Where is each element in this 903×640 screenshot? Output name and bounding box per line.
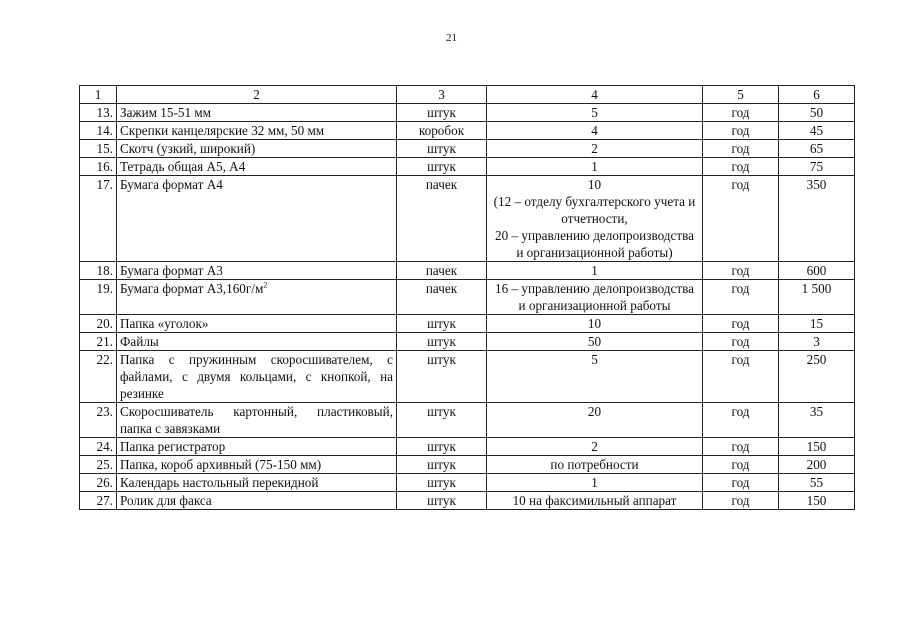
item-name-text: Тетрадь общая А5, А4 xyxy=(120,159,246,174)
quantity-cell xyxy=(487,104,703,122)
item-name-text: Папка с пружинным скоросшивателем, с файлами, с двумя кольцами, с кнопкой, на резинке xyxy=(120,352,393,401)
period-text: год xyxy=(731,439,750,454)
unit-cell xyxy=(397,474,487,492)
row-number-cell xyxy=(80,333,117,351)
row-number-text: 25. xyxy=(96,457,113,472)
item-name-text: Бумага формат А4 xyxy=(120,177,223,192)
quantity-cell xyxy=(487,492,703,510)
unit-text: штук xyxy=(427,352,456,367)
period-cell xyxy=(703,140,779,158)
period-cell xyxy=(703,333,779,351)
header-cell: 4 xyxy=(487,86,703,104)
unit-text: штук xyxy=(427,105,456,120)
price-cell xyxy=(779,333,855,351)
price-cell xyxy=(779,158,855,176)
price-text: 45 xyxy=(809,123,824,138)
period-cell xyxy=(703,351,779,403)
item-name-text: Папка «уголок» xyxy=(120,316,209,331)
price-cell xyxy=(779,351,855,403)
period-text: год xyxy=(731,493,750,508)
quantity-text: 10 xyxy=(587,316,602,331)
quantity-text: 20 xyxy=(587,404,602,419)
price-cell xyxy=(779,104,855,122)
period-text: год xyxy=(731,457,750,472)
supply-norms-table xyxy=(79,85,855,510)
quantity-text: 16 – управлению делопроизводства и организационной работы xyxy=(494,281,695,313)
period-text: год xyxy=(731,123,750,138)
price-cell xyxy=(779,122,855,140)
period-cell xyxy=(703,280,779,315)
unit-cell xyxy=(397,351,487,403)
table-row xyxy=(80,351,855,403)
price-text: 50 xyxy=(809,105,824,120)
header-cell: 6 xyxy=(779,86,855,104)
quantity-cell xyxy=(487,176,703,262)
item-name-cell xyxy=(117,262,397,280)
item-name-text: Скрепки канцелярские 32 мм, 50 мм xyxy=(120,123,325,138)
period-cell xyxy=(703,262,779,280)
period-cell xyxy=(703,438,779,456)
item-name-cell xyxy=(117,403,397,438)
period-cell xyxy=(703,176,779,262)
item-name-text: Бумага формат А3 xyxy=(120,263,223,278)
row-number-text: 24. xyxy=(96,439,113,454)
unit-cell xyxy=(397,280,487,315)
row-number-text: 13. xyxy=(96,105,113,120)
row-number-cell xyxy=(80,492,117,510)
row-number-cell xyxy=(80,403,117,438)
unit-cell xyxy=(397,333,487,351)
unit-text: пачек xyxy=(425,177,458,192)
header-cell: 5 xyxy=(703,86,779,104)
row-number-cell xyxy=(80,351,117,403)
item-name-cell xyxy=(117,280,397,315)
item-name-text: Папка регистратор xyxy=(120,439,226,454)
item-name-text: Папка, короб архивный (75-150 мм) xyxy=(120,457,322,472)
unit-cell xyxy=(397,262,487,280)
quantity-text: 10 (12 – отделу бухгалтерского учета и отчетности, 20 – управлению делопроизводства и организационной работы) xyxy=(493,177,696,260)
price-cell xyxy=(779,456,855,474)
price-text: 1 500 xyxy=(801,281,832,296)
period-text: год xyxy=(731,316,750,331)
period-text: год xyxy=(731,105,750,120)
unit-text: штук xyxy=(427,439,456,454)
row-number-cell xyxy=(80,158,117,176)
period-cell xyxy=(703,474,779,492)
row-number-cell xyxy=(80,140,117,158)
period-text: год xyxy=(731,281,750,296)
price-text: 35 xyxy=(809,404,824,419)
price-text: 65 xyxy=(809,141,824,156)
quantity-text: 2 xyxy=(591,439,598,454)
period-text: год xyxy=(731,177,750,192)
price-text: 600 xyxy=(806,263,827,278)
row-number-text: 23. xyxy=(96,404,113,419)
page-number: 21 xyxy=(446,32,457,44)
price-cell xyxy=(779,403,855,438)
table-row xyxy=(80,474,855,492)
item-name-cell xyxy=(117,140,397,158)
row-number-cell xyxy=(80,176,117,262)
price-text: 350 xyxy=(806,177,827,192)
unit-cell xyxy=(397,438,487,456)
price-text: 15 xyxy=(809,316,824,331)
period-cell xyxy=(703,492,779,510)
item-name-text: Ролик для факса xyxy=(120,493,212,508)
table-row xyxy=(80,122,855,140)
table-row xyxy=(80,492,855,510)
item-name-cell xyxy=(117,122,397,140)
unit-cell xyxy=(397,456,487,474)
period-text: год xyxy=(731,334,750,349)
item-name-cell xyxy=(117,333,397,351)
row-number-cell xyxy=(80,262,117,280)
period-text: год xyxy=(731,263,750,278)
row-number-text: 17. xyxy=(96,177,113,192)
quantity-cell xyxy=(487,122,703,140)
period-text: год xyxy=(731,475,750,490)
item-name-cell xyxy=(117,438,397,456)
item-name-cell xyxy=(117,176,397,262)
price-text: 55 xyxy=(809,475,824,490)
period-text: год xyxy=(731,352,750,367)
unit-cell xyxy=(397,176,487,262)
row-number-text: 14. xyxy=(96,123,113,138)
row-number-text: 26. xyxy=(96,475,113,490)
price-cell xyxy=(779,492,855,510)
row-number-cell xyxy=(80,456,117,474)
period-text: год xyxy=(731,404,750,419)
table-row xyxy=(80,262,855,280)
row-number-cell xyxy=(80,122,117,140)
price-text: 150 xyxy=(806,493,827,508)
unit-cell xyxy=(397,492,487,510)
header-cell: 2 xyxy=(117,86,397,104)
price-text: 150 xyxy=(806,439,827,454)
item-name-text: Скотч (узкий, широкий) xyxy=(120,141,256,156)
period-cell xyxy=(703,456,779,474)
item-name-text: Бумага формат А3,160г/м xyxy=(120,281,264,296)
unit-cell xyxy=(397,122,487,140)
row-number-text: 18. xyxy=(96,263,113,278)
price-text: 250 xyxy=(806,352,827,367)
quantity-cell xyxy=(487,456,703,474)
row-number-text: 15. xyxy=(96,141,113,156)
quantity-text: 4 xyxy=(591,123,598,138)
price-cell xyxy=(779,438,855,456)
header-cell: 3 xyxy=(397,86,487,104)
row-number-cell xyxy=(80,438,117,456)
quantity-text: 1 xyxy=(591,159,598,174)
table-row xyxy=(80,438,855,456)
unit-text: штук xyxy=(427,159,456,174)
item-name-text: Скоросшиватель картонный, пластиковый, папка с завязками xyxy=(120,404,393,436)
quantity-cell xyxy=(487,333,703,351)
price-text: 75 xyxy=(809,159,824,174)
quantity-cell xyxy=(487,403,703,438)
quantity-text: 5 xyxy=(591,352,598,367)
quantity-cell xyxy=(487,140,703,158)
price-cell xyxy=(779,262,855,280)
price-cell xyxy=(779,280,855,315)
unit-text: штук xyxy=(427,316,456,331)
period-cell xyxy=(703,122,779,140)
row-number-text: 22. xyxy=(96,352,113,367)
unit-cell xyxy=(397,403,487,438)
price-cell xyxy=(779,315,855,333)
quantity-cell xyxy=(487,262,703,280)
table-row xyxy=(80,315,855,333)
table-row xyxy=(80,456,855,474)
table-row xyxy=(80,140,855,158)
period-cell xyxy=(703,104,779,122)
row-number-cell xyxy=(80,474,117,492)
row-number-text: 16. xyxy=(96,159,113,174)
item-name-cell xyxy=(117,158,397,176)
quantity-cell xyxy=(487,280,703,315)
unit-cell xyxy=(397,158,487,176)
price-cell xyxy=(779,474,855,492)
item-name-cell xyxy=(117,315,397,333)
item-name-cell xyxy=(117,492,397,510)
quantity-cell xyxy=(487,158,703,176)
unit-text: штук xyxy=(427,334,456,349)
row-number-text: 27. xyxy=(96,493,113,508)
row-number-text: 21. xyxy=(96,334,113,349)
price-text: 200 xyxy=(806,457,827,472)
period-cell xyxy=(703,315,779,333)
unit-text: пачек xyxy=(425,281,458,296)
quantity-text: 50 xyxy=(587,334,602,349)
row-number-text: 20. xyxy=(96,316,113,331)
item-name-cell xyxy=(117,351,397,403)
unit-cell xyxy=(397,104,487,122)
item-name-cell xyxy=(117,456,397,474)
quantity-text: 1 xyxy=(591,475,598,490)
superscript-text: 2 xyxy=(263,280,268,290)
unit-text: штук xyxy=(427,141,456,156)
table-row xyxy=(80,104,855,122)
table-row xyxy=(80,158,855,176)
price-text: 3 xyxy=(813,334,820,349)
unit-text: штук xyxy=(427,475,456,490)
unit-text: штук xyxy=(427,493,456,508)
unit-text: пачек xyxy=(425,263,458,278)
quantity-cell xyxy=(487,351,703,403)
price-cell xyxy=(779,176,855,262)
quantity-cell xyxy=(487,474,703,492)
quantity-text: 2 xyxy=(591,141,598,156)
item-name-cell xyxy=(117,474,397,492)
quantity-cell xyxy=(487,438,703,456)
unit-cell xyxy=(397,315,487,333)
quantity-text: 10 на факсимильный аппарат xyxy=(512,493,677,508)
row-number-cell xyxy=(80,315,117,333)
header-cell: 1 xyxy=(80,86,117,104)
table-row xyxy=(80,403,855,438)
period-cell xyxy=(703,158,779,176)
row-number-cell xyxy=(80,104,117,122)
unit-text: штук xyxy=(427,404,456,419)
unit-text: коробок xyxy=(418,123,465,138)
quantity-text: 1 xyxy=(591,263,598,278)
row-number-cell xyxy=(80,280,117,315)
quantity-text: по потребности xyxy=(550,457,639,472)
period-text: год xyxy=(731,141,750,156)
item-name-text: Зажим 15-51 мм xyxy=(120,105,212,120)
table-row xyxy=(80,176,855,262)
unit-cell xyxy=(397,140,487,158)
quantity-cell xyxy=(487,315,703,333)
item-name-text: Календарь настольный перекидной xyxy=(120,475,319,490)
period-cell xyxy=(703,403,779,438)
table-row xyxy=(80,333,855,351)
row-number-text: 19. xyxy=(96,281,113,296)
item-name-cell xyxy=(117,104,397,122)
period-text: год xyxy=(731,159,750,174)
unit-text: штук xyxy=(427,457,456,472)
price-cell xyxy=(779,140,855,158)
item-name-text: Файлы xyxy=(120,334,159,349)
quantity-text: 5 xyxy=(591,105,598,120)
table-header-row xyxy=(80,86,855,104)
table-row xyxy=(80,280,855,315)
